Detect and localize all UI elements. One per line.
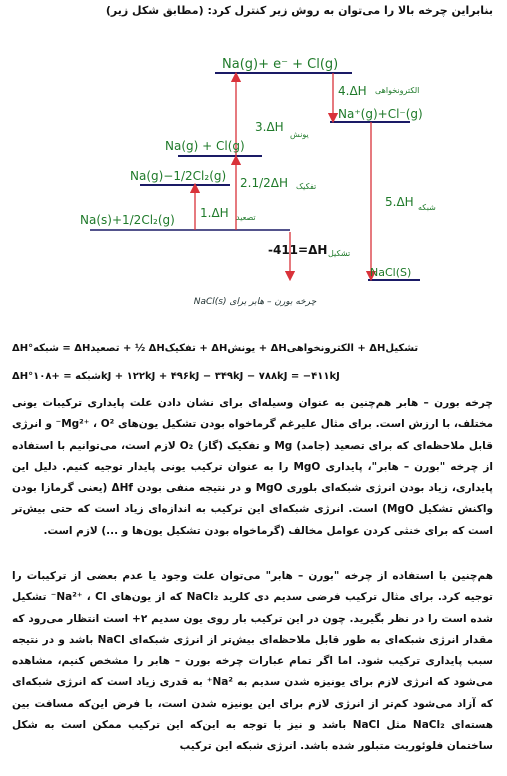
paragraph-nacl2: هم‌چنین با استفاده از چرخه "بورن – هابر" می‌توان علت وجود یا عدم بعضی از ترکیبات را توجیه کرد. برای مثال ترکیب فرضی سدیم دی کلرید NaCl₂ که از یون‌های Na²⁺ ، Cl⁻ تشکیل شده است را در نظر بگیرید. چون در این ترکیب بار روی یون سدیم ۲+ است انتظار می‌رود که مقدار انرژی شبکه‌ای به طور قابل ملاحظه‌ای بیش‌تر از انرژی شبکه‌ای NaCl باشد و در نتیجه سبب پایداری ترکیب شود. اما اگر تمام عبارات چرخه بورن – هابر را مشخص کنیم، مشاهده می‌شود که انرژی لازم برای یونیزه شدن سدیم به Na²⁺ به قدری زیاد است که انرژی شبکه‌ای که آزاد می‌شود کم‌تر از انرژی لازم برای این یونیزه شدن است، با فرض این‌که مسافت بین هسته‌ای NaCl₂ مثل NaCl باشد و نیز با توجه به این‌که این ترکیب ممکن است به شکل ساختمان فلوئوریت متبلور شده باشد. انرژی شبکه این ترکیب: [12, 570, 494, 753]
dissociation-label: 2.1/2ΔH: [240, 176, 288, 190]
lattice-label: 5.ΔH: [385, 195, 414, 209]
electron-affinity-word: الکترونخواهی: [375, 86, 420, 95]
formation-word: تشکیل: [328, 249, 351, 258]
diagram-caption: چرخه بورن – هابر برای NaCl(s): [193, 297, 317, 307]
ionization-label: 3.ΔH: [255, 120, 284, 134]
level-half-label: Na(g)−1/2Cl₂(g): [130, 169, 227, 183]
level-top-label: Na(g)+ e⁻ + Cl(g): [222, 57, 339, 72]
born-haber-cycle-diagram: [0, 40, 507, 290]
level-product-label: NaCl(S): [370, 266, 412, 279]
sublimation-word: تصعید: [236, 213, 256, 222]
electron-affinity-label: 4.ΔH: [338, 84, 367, 98]
sublimation-label: 1.ΔH: [200, 206, 229, 220]
lattice-word: شبکه: [418, 203, 436, 212]
equation-numeric: ΔH°شبکه = +۱۰۸kJ + ۱۲۲kJ + ۴۹۶kJ − ۳۴۹kJ − ۷۸۸kJ = −۴۱۱kJ: [12, 371, 340, 382]
paragraph-mgo-stability: چرخه بورن – هابر هم‌چنین به عنوان وسیله‌ای برای نشان دادن علت پایداری ترکیبات یونی مختلف، با ارزش است. برای مثال علیرغم گرماخواه بودن تشکیل یون‌های Mg²⁺ ، O²⁻ و انرژی قابل ملاحظه‌ای که برای تصعید (جامد) Mg و تفکیک (گاز) O₂ لازم است، می‌توانیم با استفاده از چرخه "بورن – هابر"، پایداری MgO را به عنوان ترکیب یونی پایدار توجیه کنیم. دلیل این پایداری، زیاد بودن انرژی شبکه‌ای بلوری MgO و در نتیجه منفی بودن ΔHf (یعنی گرمازا بودن واکنش تشکیل MgO) است. انرژی شبکه‌ای این ترکیب به اندازه‌ای زیاد است که حتی بیش‌تر است که برای خنثی کردن عوامل مخالف (گرماخواه بودن تشکیل یون‌ها و ...) لازم است.: [12, 397, 494, 537]
formation-label: -411=ΔH: [268, 243, 328, 257]
level-ion-label: Na⁺(g)+Cl⁻(g): [338, 107, 423, 121]
level-right-label: Na(g) + Cl(g): [165, 139, 245, 153]
equation-symbolic: ΔH°شبکه = ΔHتصعید + ½ ΔHتفکیک + ΔHیونش + ΔHالکترونخواهی + ΔHتشکیل: [12, 343, 419, 354]
intro-sentence: بنابراین چرخه بالا را می‌توان به روش زیر کنترل کرد: (مطابق شکل زیر): [105, 4, 493, 17]
ionization-word: یونش: [290, 130, 309, 139]
dissociation-word: تفکیک: [296, 182, 317, 191]
level-start-label: Na(s)+1/2Cl₂(g): [80, 213, 175, 227]
